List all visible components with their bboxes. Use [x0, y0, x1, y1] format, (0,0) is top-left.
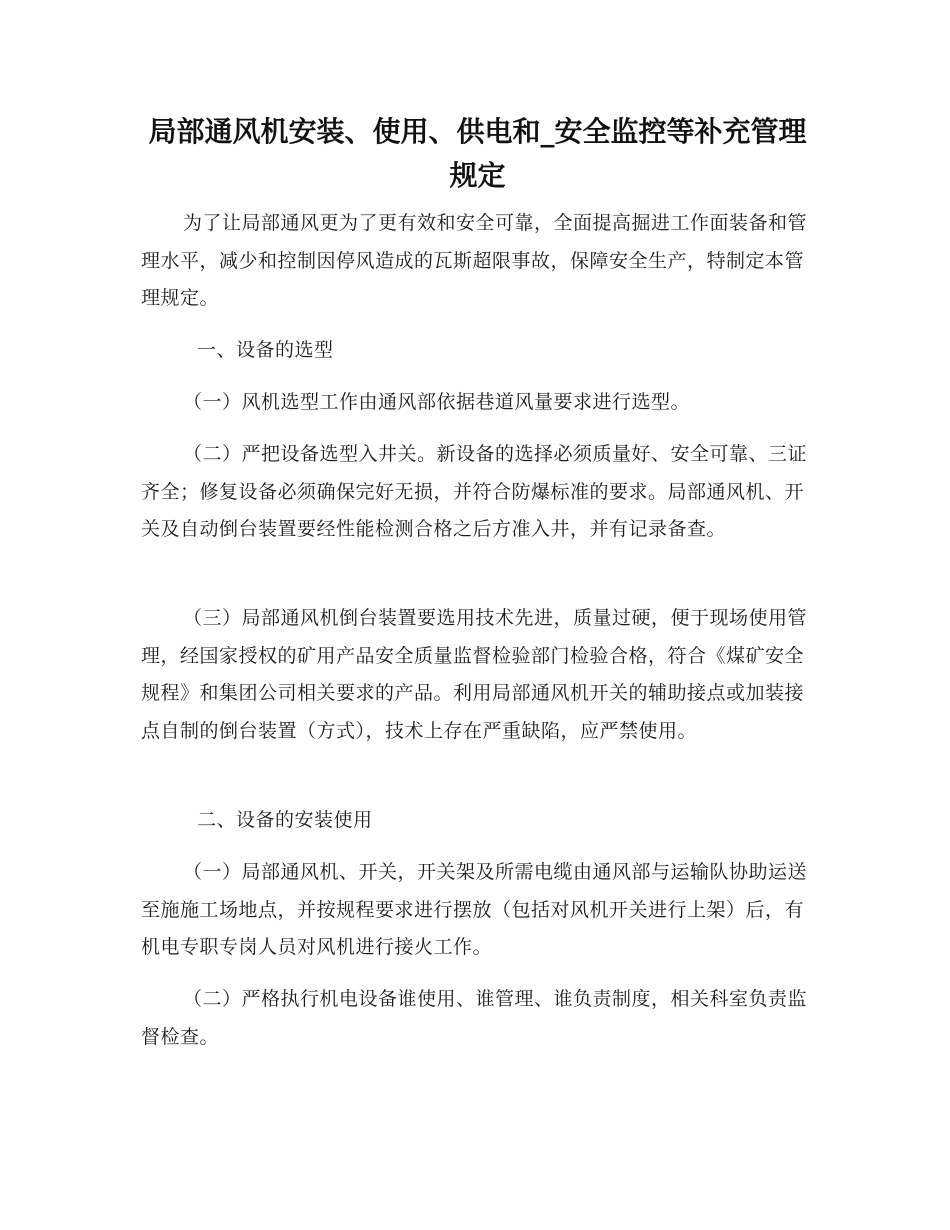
intro-paragraph: 为了让局部通风更为了更有效和安全可靠，全面提高掘进工作面装备和管理水平，减少和控制因停风造成的瓦斯超限事故，保障安全生产，特制定本管理规定。	[141, 212, 808, 309]
paragraph-2-2: （二）严格执行机电设备谁使用、谁管理、谁负责制度，相关科室负责监督检查。	[141, 988, 808, 1048]
section-heading-2: 二、设备的安装使用	[197, 809, 373, 831]
paragraph-1-2: （二）严把设备选型入井关。新设备的选择必须质量好、安全可靠、三证齐全；修复设备必须确保完好无损，并符合防爆标准的要求。局部通风机、开关及自动倒台装置要经性能检测合格之后方准入井，并有记录备查。	[141, 443, 808, 540]
paragraph-2-1: （一）局部通风机、开关，开关架及所需电缆由通风部与运输队协助运送至施施工场地点，并按规程要求进行摆放（包括对风机开关进行上架）后，有机电专职专岗人员对风机进行接火工作。	[141, 861, 808, 958]
section-heading-1: 一、设备的选型	[197, 339, 334, 361]
document-title: 局部通风机安装、使用、供电和_安全监控等补充管理规定	[148, 115, 807, 192]
paragraph-1-3: （三）局部通风机倒台装置要选用技术先进，质量过硬，便于现场使用管理，经国家授权的矿用产品安全质量监督检验部门检验合格，符合《煤矿安全规程》和集团公司相关要求的产品。利用局部通风机开关的辅助接点或加装接点自制的倒台装置（方式），技术上存在严重缺陷，应严禁使用。	[141, 607, 808, 742]
paragraph-1-1: （一）风机选型工作由通风部依据巷道风量要求进行选型。	[183, 391, 691, 413]
